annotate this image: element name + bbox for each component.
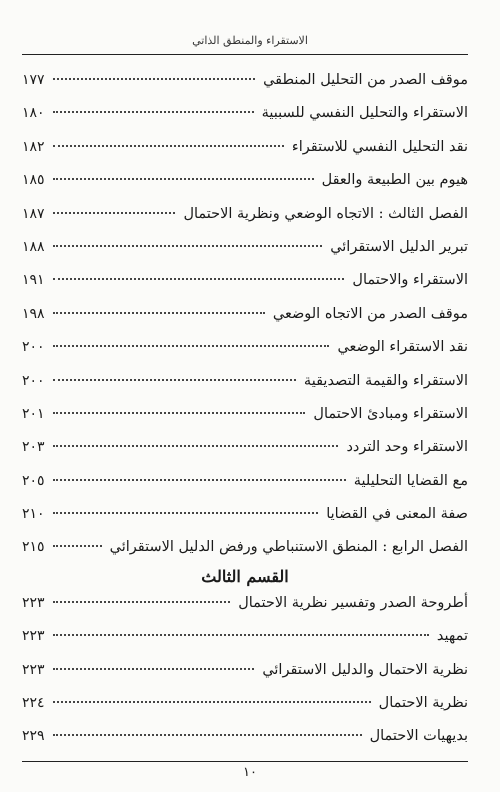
dot-leader	[53, 668, 255, 670]
section-heading: القسم الثالث	[201, 566, 289, 586]
toc-entry	[22, 272, 468, 305]
dot-leader	[53, 145, 284, 147]
toc-title: الاستقراء والتحليل النفسي للسببية	[261, 105, 468, 122]
toc-entry	[22, 439, 468, 472]
toc-page: ٢٢٣	[22, 628, 45, 645]
toc-entry	[22, 695, 468, 728]
toc-entry	[22, 72, 468, 105]
toc-title: نقد الاستقراء الوضعي	[337, 339, 468, 356]
toc-entry	[22, 339, 468, 372]
toc-page: ٢٠٥	[22, 472, 45, 489]
header-divider	[22, 54, 468, 55]
toc-page: ٢٢٤	[22, 695, 45, 712]
toc-entry	[22, 105, 468, 138]
toc-page: ١٩٨	[22, 305, 45, 322]
dot-leader	[53, 245, 323, 247]
toc-page: ٢٢٣	[22, 661, 45, 678]
toc-entry	[22, 473, 468, 506]
toc-entry	[22, 628, 468, 661]
toc-title: موقف الصدر من الاتجاه الوضعي	[272, 305, 468, 322]
dot-leader	[53, 412, 306, 414]
toc-entry	[22, 172, 468, 205]
toc-page: ٢٠٠	[22, 372, 45, 389]
toc-page: ١٨٠	[22, 105, 45, 122]
page-number: ١٠	[243, 765, 257, 780]
toc-title: تبرير الدليل الاستقرائي	[330, 238, 468, 255]
dot-leader	[53, 312, 265, 314]
toc-page: ١٨٨	[22, 238, 45, 255]
dot-leader	[53, 78, 256, 80]
dot-leader	[53, 212, 176, 214]
toc-entry	[22, 662, 468, 695]
toc-title: نظرية الاحتمال والدليل الاستقرائي	[262, 661, 468, 678]
toc-page: ٢١٠	[22, 506, 45, 523]
dot-leader	[53, 379, 296, 381]
toc-title: نظرية الاحتمال	[378, 695, 468, 712]
toc-page: ٢١٥	[22, 539, 45, 556]
toc-page: ١٨٢	[22, 138, 45, 155]
dot-leader	[53, 479, 346, 481]
toc-entry	[22, 239, 468, 272]
toc-title: أطروحة الصدر وتفسير نظرية الاحتمال	[238, 594, 468, 611]
table-of-contents	[22, 72, 468, 762]
toc-title: الاستقراء والقيمة التصديقية	[303, 372, 468, 389]
toc-page: ٢٠٠	[22, 339, 45, 356]
toc-entry	[22, 306, 468, 339]
dot-leader	[53, 178, 314, 180]
dot-leader	[53, 445, 339, 447]
toc-title: بديهيات الاحتمال	[369, 728, 468, 745]
dot-leader	[53, 701, 371, 703]
toc-title: الفصل الثالث : الاتجاه الوضعي ونظرية الاحتمال	[183, 205, 468, 222]
toc-title: مع القضايا التحليلية	[353, 472, 468, 489]
toc-entry	[22, 595, 468, 628]
toc-page: ١٨٥	[22, 172, 45, 189]
toc-title: صفة المعنى في القضايا	[326, 506, 468, 523]
toc-page: ٢٠١	[22, 405, 45, 422]
toc-title: الاستقراء ومبادئ الاحتمال	[313, 405, 468, 422]
toc-title: تمهيد	[436, 628, 468, 645]
toc-page: ١٧٧	[22, 72, 45, 88]
toc-entry	[22, 206, 468, 239]
toc-page: ٢٢٩	[22, 728, 45, 745]
toc-title: نقد التحليل النفسي للاستقراء	[291, 138, 468, 155]
toc-title: الاستقراء والاحتمال	[352, 272, 468, 289]
toc-title: الفصل الرابع : المنطق الاستنباطي ورفض الدليل الاستقرائي	[109, 539, 468, 556]
dot-leader	[53, 601, 231, 603]
toc-entry	[22, 139, 468, 172]
dot-leader	[53, 345, 330, 347]
dot-leader	[53, 734, 362, 736]
toc-entry	[22, 506, 468, 539]
dot-leader	[53, 111, 254, 113]
toc-page: ٢٠٣	[22, 439, 45, 456]
toc-entry	[22, 373, 468, 406]
footer-divider	[22, 761, 468, 762]
toc-title: هيوم بين الطبيعة والعقل	[321, 172, 468, 189]
dot-leader	[53, 512, 319, 514]
dot-leader	[53, 545, 102, 547]
toc-entry	[22, 406, 468, 439]
dot-leader	[53, 278, 345, 280]
dot-leader	[53, 634, 429, 636]
toc-page: ٢٢٣	[22, 594, 45, 611]
toc-page: ١٨٧	[22, 205, 45, 222]
toc-page: ١٩١	[22, 272, 45, 289]
running-header: الاستقراء والمنطق الذاتي	[192, 34, 308, 47]
toc-title: الاستقراء وحد التردد	[346, 439, 468, 456]
toc-title: موقف الصدر من التحليل المنطقي	[263, 72, 468, 88]
toc-entry	[22, 728, 468, 761]
